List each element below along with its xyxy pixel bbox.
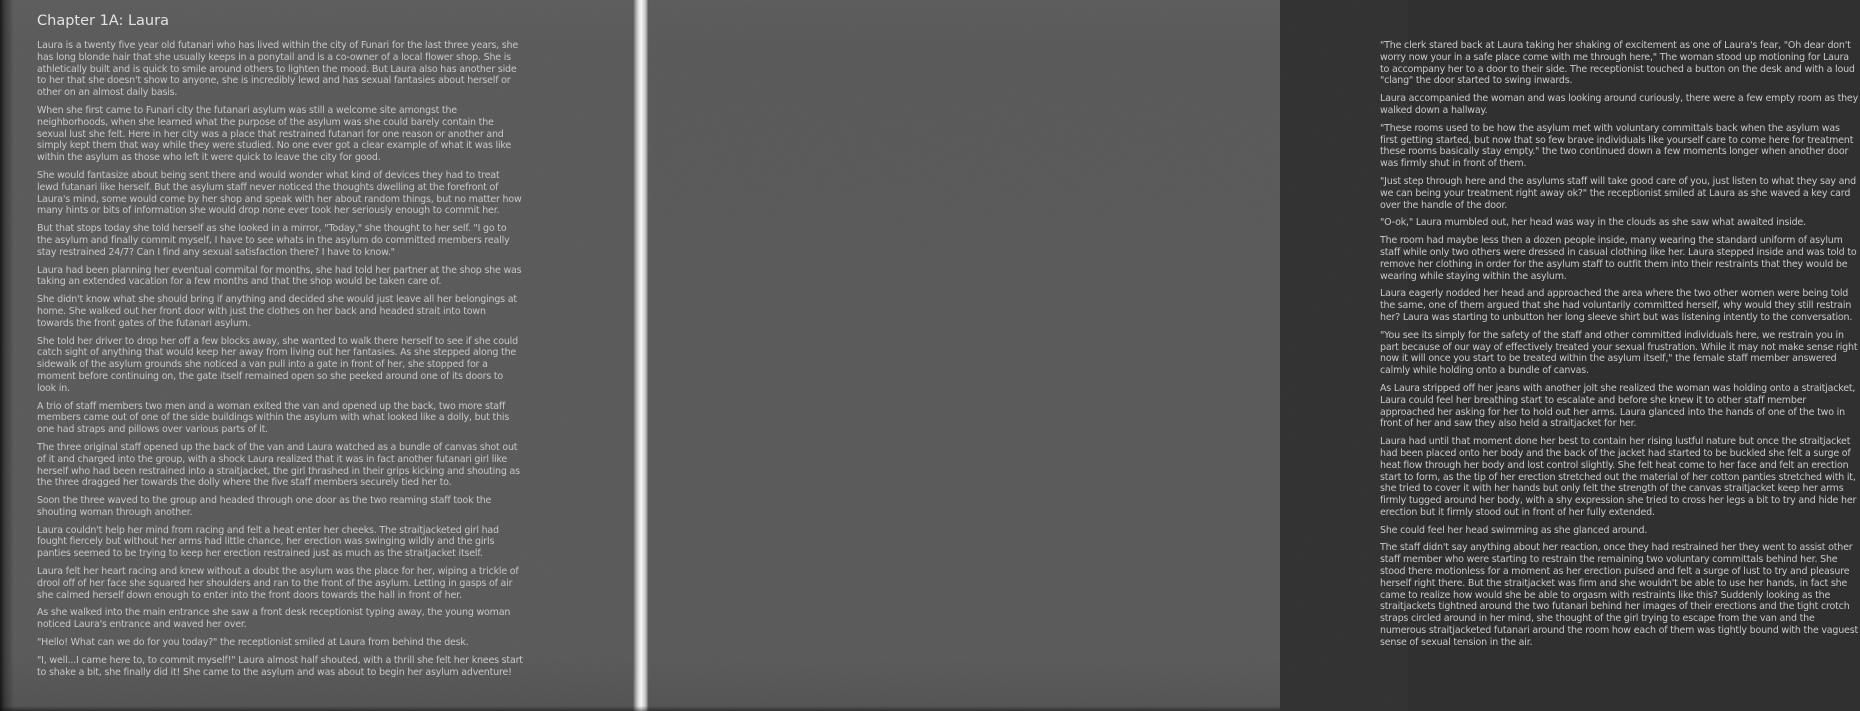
right-page[interactable]: [649, 0, 1859, 711]
story-paragraph: Laura felt her heart racing and knew without a doubt the asylum was the place for her, wiping a trickle of drool off of her face she squared her shoulders and ran to the front of the asylum. Letting in gasps of air she calmed herself down enough to enter into the front doors towards the hall in front of her.: [37, 566, 519, 601]
story-paragraph: Laura couldn't help her mind from racing and felt a heat enter her cheeks. The straitjacketed girl had fought fiercely but without her arms had little chance, her erection was swinging wildly and the girls panties seemed to be trying to keep her erection restrained just as much as the straitjacket itself.: [37, 524, 499, 560]
story-paragraph: Laura accompanied the woman and was looking around curiously, there were a few empty room as they walked down a hallway.: [1380, 93, 1859, 116]
story-paragraph: But that stops today she told herself as she looked in a mirror, "Today," she thought to her self. "I go to the asylum and finally commit myself, I have to see whats in the asylum do committed members really stay restrained 24/7? Can I find any sexual satisfaction there? I have to know.": [37, 223, 510, 258]
left-page-text: [37, 40, 523, 684]
story-paragraph: Laura eagerly nodded her head and approached the area where the two other women were being told the same, one of them argued that she had voluntarily committed herself, why would they still restrain her? Laura was starting to unbutton her long sleeve shirt but was listening intently to the conversation.: [1380, 288, 1853, 323]
story-paragraph: Laura is a twenty five year old futanari who has lived within the city of Funari for the last three years, she has long blonde hair that she usually keeps in a ponytail and is a co-owner of a local flower shop. She is athletically built and is quick to smile around others to lighten the mood. But Laura also has another side to her that she doesn't show to anyone, she is incredibly lewd and has sexual fantasies about herself or other on an almost daily basis.: [37, 40, 519, 99]
story-paragraph: "Just step through here and the asylums staff will take good care of you, just listen to what they say and we can being your treatment right away ok?" the receptionist smiled at Laura as she waved a key card over the handle of the door.: [1380, 175, 1856, 211]
story-paragraph: "I, well...I came here to, to commit myself!" Laura almost half shouted, with a thrill she felt her knees start to shake a bit, she finally did it! She came to the asylum and was about to begin her asylum adventure!: [37, 654, 523, 678]
left-edge-shadow: [0, 0, 14, 711]
story-paragraph: As she walked into the main entrance she saw a front desk receptionist typing away, the young woman noticed Laura's entrance and waved her over.: [37, 607, 511, 631]
bottom-edge-shadow: [0, 706, 1280, 711]
story-paragraph: The three original staff opened up the back of the van and Laura watched as a bundle of canvas shot out of it and charged into the group, with a shock Laura realized that it was in fact another futanari girl like herself who had been restrained into a straitjacket, the girl thrashed in their grips kicking and shouting as the three dragged her towards the dolly where the five staff members securely tied her to.: [37, 441, 520, 489]
left-page[interactable]: [0, 0, 633, 711]
story-paragraph: "The clerk stared back at Laura taking her shaking of excitement as one of Laura's fear, "Oh dear don't worry now your in a safe place come with me through here," The woman stood up motioning for Laura to accompany her to a door to their side. The receptionist touched a button on the desk and with a loud "clang" the door started to swing inwards.: [1380, 40, 1855, 87]
story-paragraph: She told her driver to drop her off a few blocks away, she wanted to walk there herself to see if she could catch sight of anything that would keep her away from living out her fantasies. As she stepped along the sidewalk of the asylum grounds she noticed a van pull into a gate in front of her, she stopped for a moment before continuing on, the gate itself remained open so she peeked around one of its doors to look in.: [37, 335, 518, 394]
chapter-title: Chapter 1A: Laura: [37, 13, 169, 29]
story-paragraph: "Hello! What can we do for you today?" the receptionist smiled at Laura from behind the desk.: [37, 637, 469, 649]
story-paragraph: When she first came to Funari city the futanari asylum was still a welcome site amongst the neighborhoods, when she learned what the purpose of the asylum was she could barely contain the sexual lust she felt. Here in her city was a place that restrained futanari for one reason or another and simply kept them that way while they were studied. No one ever got a clear example of what it was like within the asylum as those who left it were quick to leave the city for good.: [37, 104, 511, 164]
story-paragraph: Soon the three waved to the group and headed through one door as the two reaming staff took the shouting woman through another.: [37, 495, 492, 518]
story-paragraph: Laura had been planning her eventual commital for months, she had told her partner at the shop she was taking an extended vacation for a few months and that the shop would be taken care of.: [37, 264, 522, 288]
story-paragraph: "These rooms used to be how the asylum met with voluntary committals back when the asylum was first getting started, but now that so few brave individuals like yourself care to come here for treatment these rooms basically stay empty." the two continued down a few moments longer when another door was firmly shut in front of them.: [1380, 122, 1854, 170]
story-paragraph: The staff didn't say anything about her reaction, once they had restrained her they went to assist other staff member who were starting to restrain the remaining two voluntary committals behind her. She stood there motionless for a moment as her erection pulsed and felt a surge of lust to try and pleasure herself right there. But the straitjacket was firm and she wouldn't be able to use her hands, in fact she came to realize how would she be able to orgasm with restraints like this? Suddenly looking as the straitjackets tightned around the two futanari behind her images of their erections and the tight crotch straps circled around in her mind, she thought of the girl trying to escape from the van and the numerous straitjacketed futanari around the room how each of them was tightly bound with the vaguest sense of sexual tension in the air.: [1380, 542, 1858, 648]
story-paragraph: She could feel her head swimming as she glanced around.: [1380, 524, 1648, 536]
story-paragraph: She would fantasize about being sent there and would wonder what kind of devices they had to treat lewd futanari like herself. But the asylum staff never noticed the thoughts dwelling at the forefront of Laura's mind, some would come by her shop and speak with her about random things, but no matter how many hints or bits of information she would drop none ever took her seriously enough to commit her.: [37, 169, 522, 217]
page-divider: [633, 0, 649, 711]
story-paragraph: She didn't know what she should bring if anything and decided she would just leave all her belongings at home. She walked out her front door with just the clothes on her back and headed strait into town towards the front gates of the futanari asylum.: [37, 294, 517, 329]
story-paragraph: A trio of staff members two men and a woman exited the van and opened up the back, two more staff members came out of one of the side buildings within the asylum with what looked like a dolly, but this one had straps and pillows over various parts of it.: [37, 400, 510, 436]
story-paragraph: Laura had until that moment done her best to contain her rising lustful nature but once the straitjacket had been placed onto her body and the back of the jacket had started to be buckled she felt a surge of heat flow through her body and lost control slightly. She felt heat come to her face and felt an erection start to form, as the tip of her erection stretched out the material of her cotton panties stretched with it, she tried to cover it with her hands but only felt the strength of the canvas straitjacket keep her arms firmly tugged around her body, with a shy expression she tried to cross her legs a bit to try and hide her erection but it firmly stood out in front of her fully extended.: [1380, 436, 1857, 518]
story-paragraph: The room had maybe less then a dozen people inside, many wearing the standard uniform of asylum staff while only two others were dressed in casual clothing like her. Laura stepped inside and was told to remove her clothing in order for the asylum staff to outfit them into their restraints that they would be wearing while staying within the asylum.: [1380, 235, 1857, 282]
right-page-text: [1380, 40, 1860, 655]
story-paragraph: As Laura stripped off her jeans with another jolt she realized the woman was holding onto a straitjacket, Laura could feel her breathing start to escalate and before she knew it to other staff member approached her asking for her to hold out her arms. Laura glanced into the hands of one of the two in front of her and saw they also held a straitjacket for her.: [1380, 382, 1856, 430]
story-paragraph: "O-ok," Laura mumbled out, her head was way in the clouds as she saw what awaited inside.: [1380, 217, 1806, 229]
story-paragraph: "You see its simply for the safety of the staff and other committed individuals here, we restrain you in part because of our way of effectively treated your sexual frustration. While it may not make sense right now it will once you start to be treated within the asylum itself," the female staff member answered calmly while holding onto a bundle of canvas.: [1380, 329, 1858, 377]
